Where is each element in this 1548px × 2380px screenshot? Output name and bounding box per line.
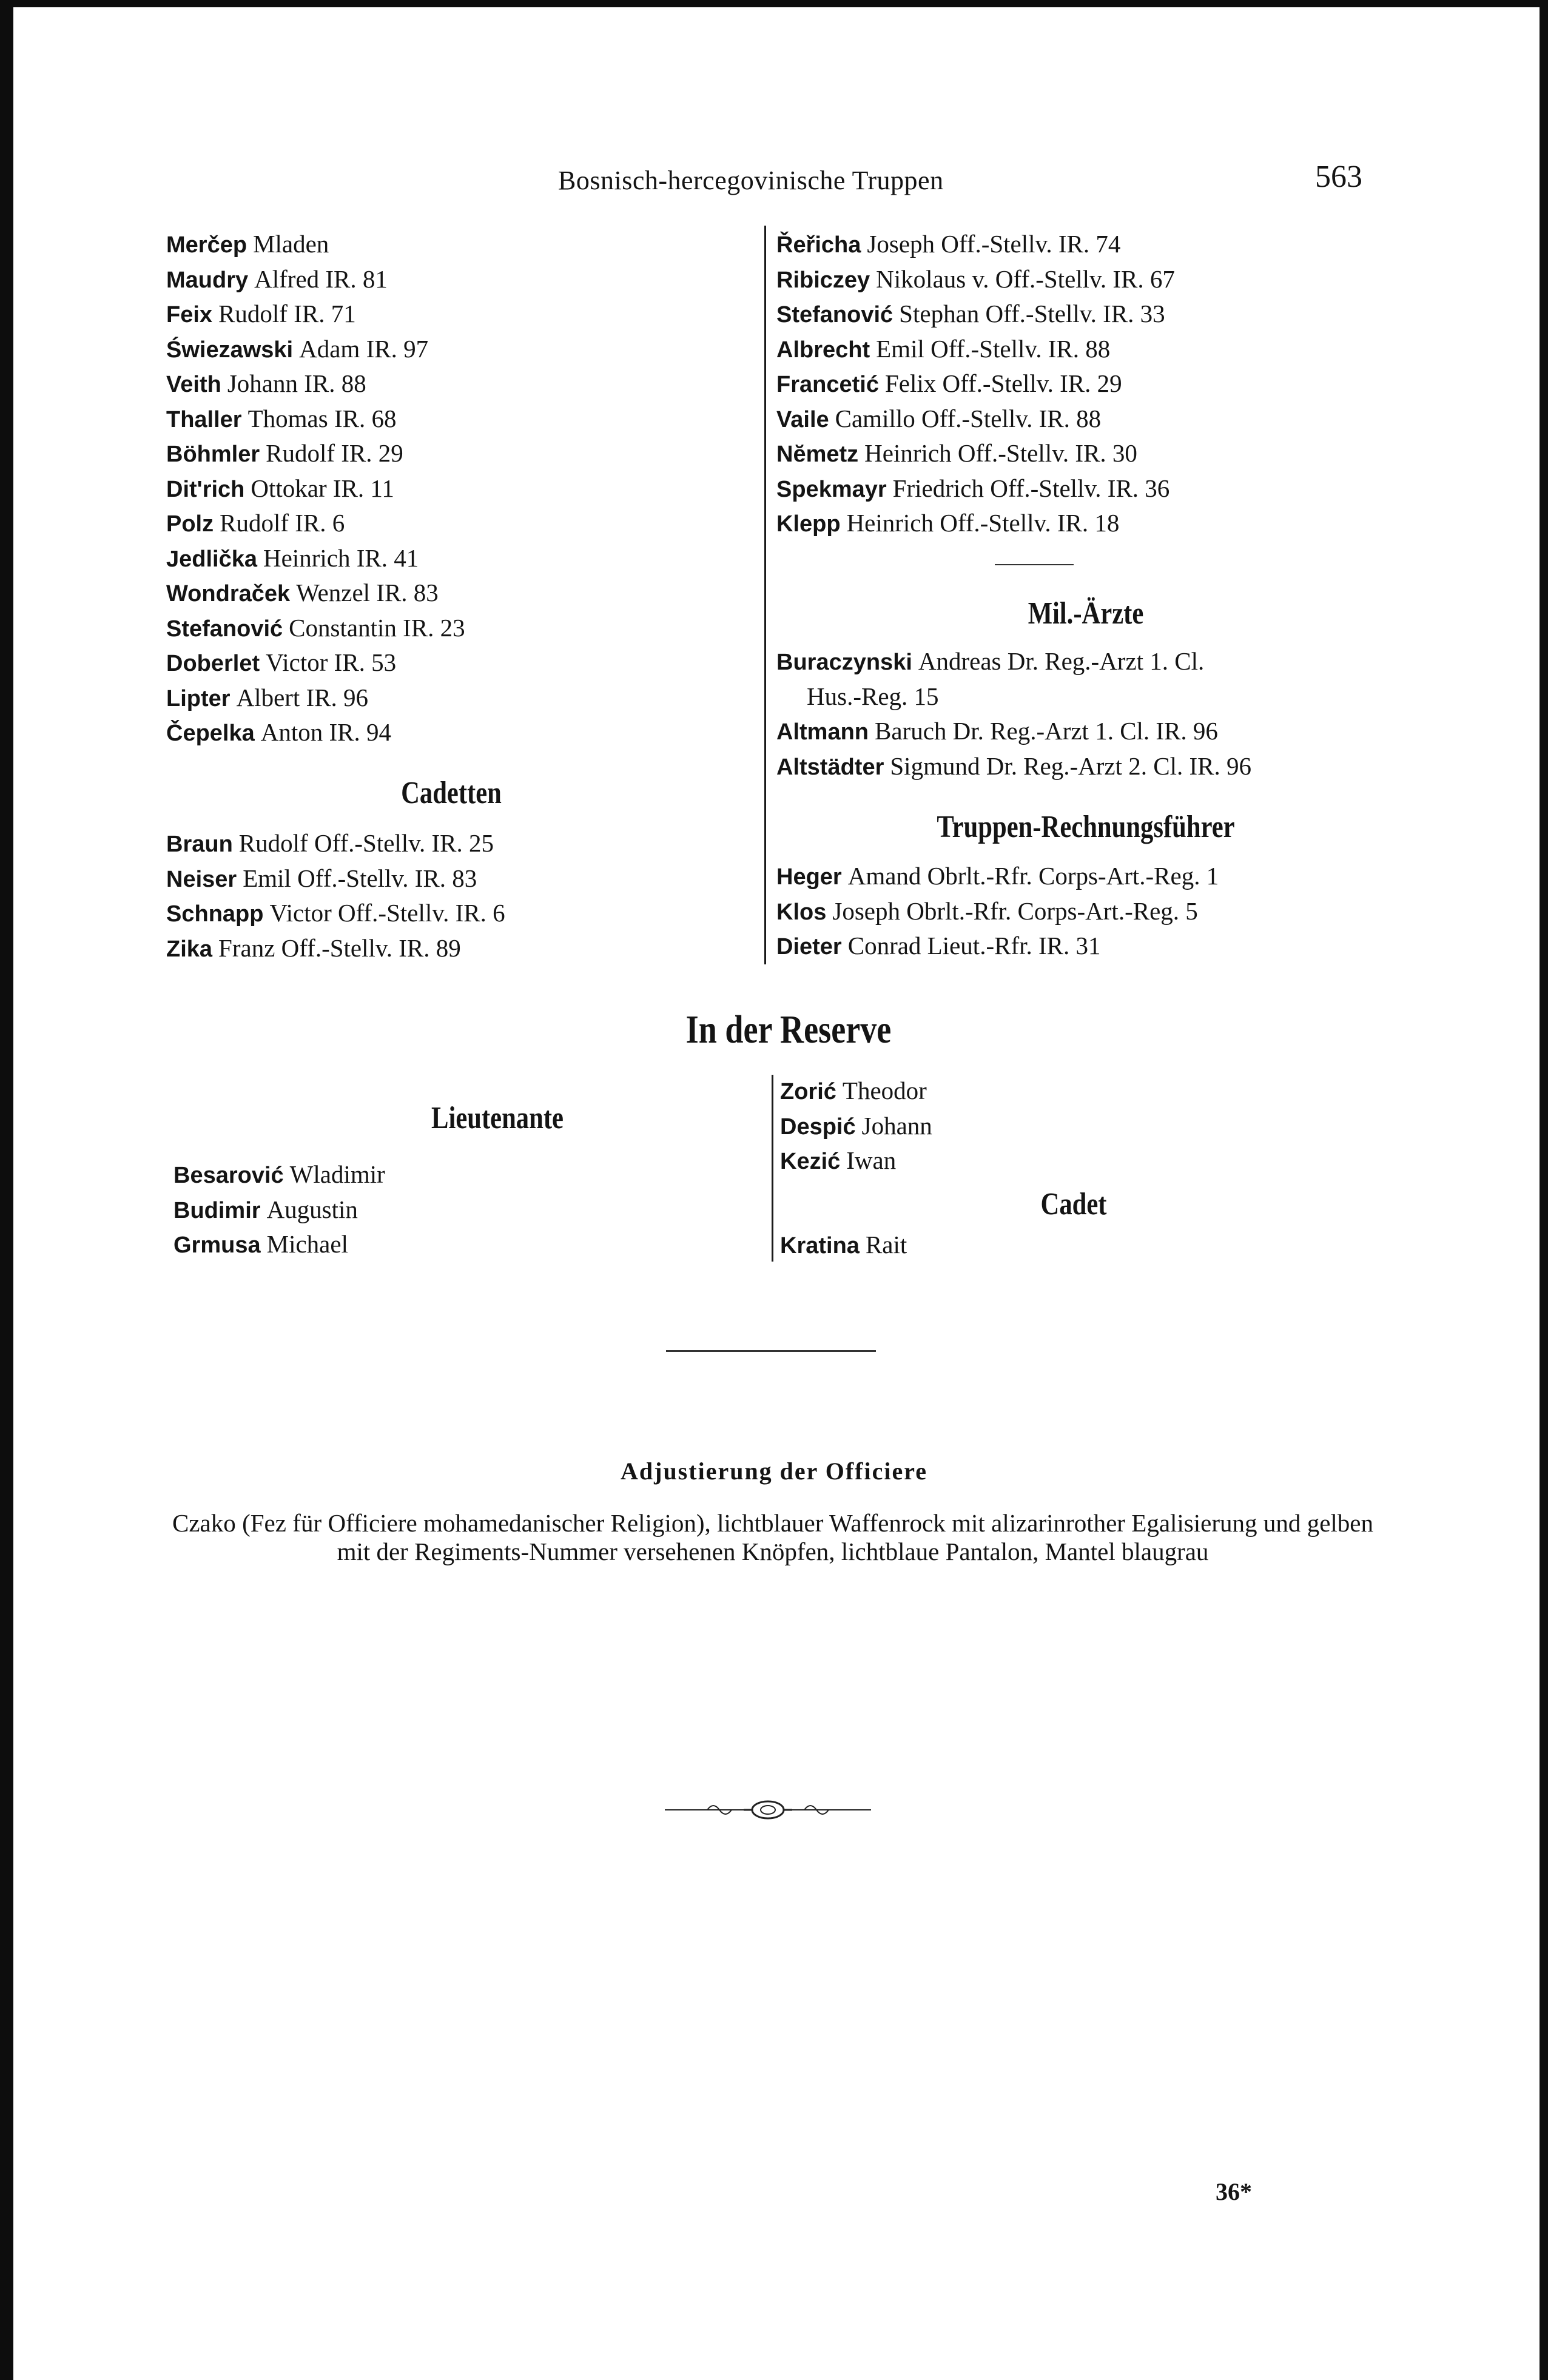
entry-details: Rudolf IR. 6 (220, 509, 345, 537)
entry-details: Friedrich Off.-Stellv. IR. 36 (892, 474, 1170, 502)
list-item (166, 471, 736, 506)
list-item (776, 471, 1395, 506)
list-item (166, 227, 736, 262)
entry-details: Camillo Off.-Stellv. IR. 88 (835, 404, 1102, 432)
surname: Polz (166, 511, 214, 537)
surname: Buraczynski (776, 650, 912, 675)
surname: Řeřicha (776, 232, 861, 258)
surname: Budimir (173, 1197, 261, 1223)
sheet-number: 36* (1216, 2178, 1252, 2205)
list-item (166, 262, 736, 297)
list-item (166, 506, 736, 541)
list-item (776, 436, 1395, 471)
rechnungsfuehrer-list (776, 859, 1395, 964)
surname: Despić (780, 1114, 856, 1140)
entry-details: Wladimir (289, 1160, 385, 1188)
right-column-list (776, 227, 1395, 541)
surname: Altmann (776, 719, 869, 745)
list-item (776, 402, 1395, 437)
entry-details: Heinrich IR. 41 (263, 543, 419, 572)
list-item (776, 859, 1395, 894)
surname: Heger (776, 864, 842, 890)
entry-details: Heinrich Off.-Stellv. IR. 18 (846, 509, 1120, 537)
surname: Feix (166, 302, 213, 328)
list-item (776, 332, 1395, 367)
entry-details: Felix Off.-Stellv. IR. 29 (884, 369, 1122, 397)
list-item (166, 931, 736, 966)
surname: Böhmler (166, 442, 260, 467)
lieutenante-list (173, 1157, 719, 1262)
entry-details: Hus.-Reg. 15 (807, 682, 939, 710)
list-item (776, 366, 1395, 402)
entry-details: Victor IR. 53 (266, 648, 397, 676)
entry-details: Alfred IR. 81 (254, 264, 388, 293)
cadetten-list (166, 826, 736, 966)
list-item (166, 611, 736, 646)
adjustierung-text: Czako (Fez für Officiere mohamedanischer Religion), lichtblauer Waffenrock mit alizarinrother Egalisierung und gelben mit der Regiments-Nummer versehenen Knöpfen, lichtblaue Pantalon, Mantel blaugrau (172, 1509, 1373, 1565)
entry-details: Victor Off.-Stellv. IR. 6 (269, 899, 505, 927)
surname: Zorić (780, 1079, 836, 1104)
list-item (173, 1192, 719, 1228)
list-item (166, 645, 736, 681)
surname: Kezić (780, 1149, 841, 1174)
list-item (776, 262, 1395, 297)
entry-details: Franz Off.-Stellv. IR. 89 (218, 933, 461, 962)
surname: Stefanović (166, 616, 283, 642)
surname: Zika (166, 936, 213, 962)
running-title: Bosnisch-hercegovinische Truppen (558, 166, 944, 195)
entry-details: Joseph Off.-Stellv. IR. 74 (867, 230, 1121, 258)
surname: Nĕmetz (776, 442, 859, 467)
surname: Schnapp (166, 901, 264, 927)
surname: Świezawski (166, 337, 294, 363)
cadetten-heading: Cadetten (401, 776, 502, 810)
list-item (780, 1109, 1265, 1144)
cadet-heading: Cadet (1040, 1187, 1107, 1222)
entry-details: Joseph Obrlt.-Rfr. Corps-Art.-Reg. 5 (832, 896, 1198, 925)
entry-details: Conrad Lieut.-Rfr. IR. 31 (847, 932, 1101, 960)
entry-details: Albert IR. 96 (236, 683, 369, 711)
ornament-divider-icon (665, 1798, 871, 1822)
surname: Braun (166, 832, 233, 857)
entry-details: Rudolf IR. 29 (266, 439, 403, 467)
surname: Stefanović (776, 302, 893, 328)
surname: Altstädter (776, 754, 884, 780)
left-column-list (166, 227, 736, 750)
list-item (173, 1157, 719, 1192)
entry-details: Ottokar IR. 11 (251, 474, 394, 502)
entry-details: Andreas Dr. Reg.-Arzt 1. Cl. (918, 647, 1205, 675)
entry-details: Constantin IR. 23 (289, 613, 465, 642)
cadet-list (780, 1228, 1265, 1263)
lieutenante-heading: Lieutenante (431, 1101, 564, 1135)
section-rule (995, 564, 1074, 565)
surname: Merčep (166, 232, 247, 258)
entry-details: Iwan (846, 1146, 897, 1174)
list-item (166, 332, 736, 367)
surname: Albrecht (776, 337, 870, 363)
surname: Spekmayr (776, 476, 887, 502)
adjustierung-title: Adjustierung der Officiere (620, 1457, 927, 1485)
entry-details: Mladen (253, 230, 329, 258)
entry-details: Augustin (266, 1195, 358, 1223)
column-divider (772, 1075, 773, 1262)
list-item (166, 861, 736, 896)
surname: Francetić (776, 372, 879, 397)
list-item (776, 297, 1395, 332)
surname: Dit'rich (166, 476, 245, 502)
surname: Grmusa (173, 1232, 261, 1258)
surname: Čepelka (166, 721, 255, 746)
list-item (166, 826, 736, 861)
entry-details: Thomas IR. 68 (247, 404, 397, 432)
entry-details: Sigmund Dr. Reg.-Arzt 2. Cl. IR. 96 (890, 751, 1251, 780)
entry-details: Johann IR. 88 (227, 369, 366, 397)
entry-details: Baruch Dr. Reg.-Arzt 1. Cl. IR. 96 (875, 717, 1218, 745)
surname: Veith (166, 372, 221, 397)
surname: Neiser (166, 866, 237, 892)
reserve-heading: In der Reserve (685, 1007, 892, 1052)
list-item (173, 1227, 719, 1262)
entry-details: Michael (266, 1230, 348, 1258)
surname: Thaller (166, 406, 242, 432)
entry-details: Heinrich Off.-Stellv. IR. 30 (864, 439, 1137, 467)
entry-details: Anton IR. 94 (260, 718, 391, 746)
list-item (776, 644, 1395, 679)
list-item (166, 366, 736, 402)
entry-details: Emil Off.-Stellv. IR. 88 (876, 334, 1111, 363)
entry-details: Amand Obrlt.-Rfr. Corps-Art.-Reg. 1 (847, 862, 1219, 890)
scan-border-top (0, 0, 1548, 7)
list-item-continuation (776, 679, 1395, 714)
mil-aerzte-heading: Mil.-Ärzte (1028, 596, 1144, 631)
surname: Doberlet (166, 651, 260, 676)
entry-details: Adam IR. 97 (299, 334, 429, 363)
surname: Kratina (780, 1233, 860, 1259)
list-item (776, 506, 1395, 541)
surname: Lipter (166, 685, 231, 711)
surname: Vaile (776, 406, 829, 432)
list-item (166, 576, 736, 611)
list-item (780, 1143, 1265, 1178)
mil-aerzte-list (776, 644, 1395, 784)
surname: Ribiczey (776, 267, 870, 293)
list-item (780, 1074, 1265, 1109)
list-item (166, 541, 736, 576)
list-item (166, 715, 736, 750)
entry-details: Theodor (842, 1077, 927, 1104)
entry-details: Wenzel IR. 83 (296, 579, 439, 607)
list-item (166, 436, 736, 471)
entry-details: Johann (861, 1111, 932, 1140)
column-divider (764, 226, 766, 964)
entry-details: Rudolf Off.-Stellv. IR. 25 (238, 829, 494, 857)
section-rule (666, 1350, 876, 1352)
scan-border-right (1540, 0, 1548, 2380)
surname: Dieter (776, 934, 842, 960)
surname: Besarović (173, 1163, 284, 1188)
reserve-right-list (780, 1074, 1265, 1178)
scan-border-left (0, 0, 13, 2380)
list-item (166, 896, 736, 931)
page-number: 563 (1315, 160, 1362, 194)
list-item (776, 714, 1395, 749)
entry-details: Stephan Off.-Stellv. IR. 33 (899, 300, 1165, 328)
surname: Jedlička (166, 546, 257, 572)
surname: Klos (776, 899, 827, 925)
entry-details: Nikolaus v. Off.-Stellv. IR. 67 (876, 264, 1175, 293)
surname: Wondraček (166, 581, 291, 607)
list-item (780, 1228, 1265, 1263)
entry-details: Emil Off.-Stellv. IR. 83 (243, 864, 477, 892)
surname: Klepp (776, 511, 841, 537)
entry-details: Rait (865, 1231, 907, 1259)
list-item (776, 749, 1395, 784)
list-item (776, 227, 1395, 262)
list-item (166, 297, 736, 332)
surname: Maudry (166, 267, 249, 293)
list-item (166, 402, 736, 437)
list-item (166, 681, 736, 716)
rechnungsfuehrer-heading: Truppen-Rechnungsführer (937, 810, 1235, 844)
entry-details: Rudolf IR. 71 (218, 300, 356, 328)
list-item (776, 929, 1395, 964)
list-item (776, 894, 1395, 929)
